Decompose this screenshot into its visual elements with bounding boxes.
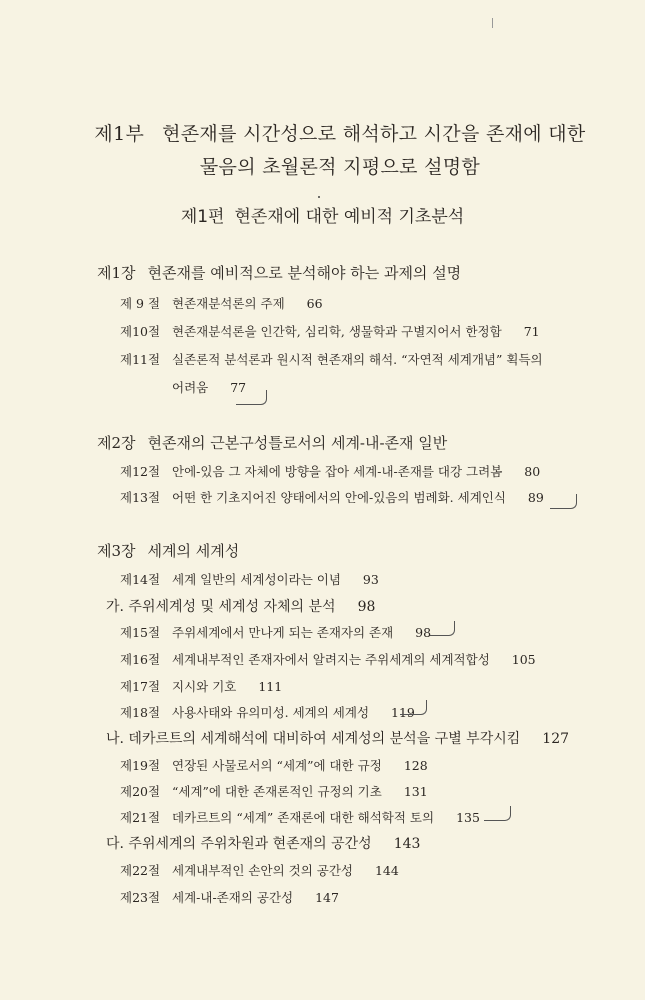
- entry-title: “세계”에 대한 존재론적인 규정의 기초: [172, 784, 382, 799]
- entry-number: 제 9 절: [120, 296, 161, 311]
- entry-title: 실존론적 분석론과 원시적 현존재의 해석. “자연적 세계개념” 획득의: [172, 352, 543, 367]
- toc-entry: [120, 888, 339, 906]
- entry-number: 제15절: [120, 625, 161, 640]
- part-label: 제1부: [94, 123, 145, 145]
- entry-number: 제13절: [120, 490, 161, 505]
- toc-entry: [120, 322, 540, 340]
- toc-entry: [120, 782, 428, 800]
- chapter-title: 현존재의 근본구성틀로서의 세계-내-존재 일반: [147, 434, 448, 452]
- entry-number: 제18절: [120, 705, 161, 720]
- subsection-page: 98: [357, 599, 376, 615]
- entry-page: 105: [511, 652, 536, 667]
- entry-title: 주위세계에서 만나게 되는 존재자의 존재: [172, 625, 394, 640]
- entry-title: 데카르트의 “세계” 존재론에 대한 해석학적 토의: [172, 810, 435, 825]
- entry-number: 제17절: [120, 679, 161, 694]
- chapter-title: 현존재를 예비적으로 분석해야 하는 과제의 설명: [147, 264, 462, 282]
- chapter-heading: [97, 540, 239, 561]
- pencil-mark: [430, 621, 455, 636]
- entry-title: 어떤 한 기초지어진 양태에서의 안에-있음의 범례화. 세계인식: [172, 490, 506, 505]
- entry-page: 119: [391, 705, 415, 720]
- chapter-title: 세계의 세계성: [147, 542, 240, 560]
- subsection-title: 나. 데카르트의 세계해석에 대비하여 세계성의 분석을 구별 부각시킴: [106, 731, 521, 747]
- chapter-label: 제1장: [97, 264, 136, 282]
- toc-entry: [120, 808, 480, 826]
- subsection-title: 다. 주위세계의 주위차원과 현존재의 공간성: [106, 836, 372, 852]
- entry-page: 66: [306, 296, 323, 311]
- entry-page: 98: [415, 625, 432, 640]
- subsection-heading: [106, 596, 375, 616]
- entry-title: 지시와 기호: [172, 679, 237, 694]
- entry-title: 연장된 사물로서의 “세계”에 대한 규정: [172, 758, 382, 773]
- entry-title: 사용사태와 유의미성. 세계의 세계성: [172, 705, 370, 720]
- toc-entry: [120, 350, 543, 368]
- entry-page: 131: [403, 784, 428, 799]
- entry-page: 71: [523, 324, 540, 339]
- section-label: 제1편: [180, 207, 225, 227]
- entry-page: 89: [527, 490, 544, 505]
- part-title-line1: 현존재를 시간성으로 해석하고 시간을 존재에 대한: [162, 123, 586, 145]
- entry-title: 세계 일반의 세계성이라는 이념: [172, 572, 341, 587]
- toc-entry: [120, 756, 428, 774]
- entry-number: 제19절: [120, 758, 161, 773]
- entry-page: 144: [374, 863, 399, 878]
- pencil-mark: [400, 700, 427, 715]
- toc-entry: [120, 623, 431, 641]
- page-speck: [492, 18, 493, 28]
- chapter-label: 제3장: [97, 542, 136, 560]
- pencil-mark: [236, 390, 267, 405]
- chapter-heading: [97, 262, 461, 283]
- entry-number: 제11절: [120, 352, 161, 367]
- toc-entry: [120, 462, 540, 480]
- entry-number: 제20절: [120, 784, 161, 799]
- entry-number: 제16절: [120, 652, 161, 667]
- toc-entry: [120, 703, 415, 721]
- entry-page: 77: [230, 380, 247, 395]
- toc-entry: [120, 570, 379, 588]
- chapter-label: 제2장: [97, 434, 136, 452]
- entry-title-cont: 어려움: [172, 380, 209, 395]
- entry-number: 제14절: [120, 572, 161, 587]
- entry-page: 111: [258, 679, 283, 694]
- section-title-text: 현존재에 대한 예비적 기초분석: [234, 207, 465, 227]
- section-title: [0, 202, 645, 227]
- toc-entry: [120, 488, 544, 506]
- entry-page: 128: [403, 758, 428, 773]
- subsection-title: 가. 주위세계성 및 세계성 자체의 분석: [106, 599, 336, 615]
- chapter-heading: [97, 432, 447, 453]
- toc-entry: [120, 650, 536, 668]
- entry-number: 제10절: [120, 324, 161, 339]
- entry-title: 세계내부적인 손안의 것의 공간성: [172, 863, 353, 878]
- entry-number: 제23절: [120, 890, 161, 905]
- entry-title: 세계-내-존재의 공간성: [172, 890, 294, 905]
- subsection-page: 127: [542, 731, 570, 747]
- page-speck: [318, 196, 320, 198]
- part-title: [80, 118, 600, 184]
- toc-entry: [120, 861, 399, 879]
- subsection-heading: [106, 728, 569, 748]
- toc-entry: [120, 294, 323, 312]
- entry-title: 안에-있음 그 자체에 방향을 잡아 세계-내-존재를 대강 그려봄: [172, 464, 503, 479]
- subsection-heading: [106, 833, 420, 853]
- entry-number: 제21절: [120, 810, 161, 825]
- pencil-mark: [550, 494, 577, 509]
- entry-number: 제12절: [120, 464, 161, 479]
- subsection-page: 143: [393, 836, 421, 852]
- entry-page: 135: [456, 810, 480, 825]
- entry-title: 현존재분석론의 주제: [172, 296, 285, 311]
- entry-page: 80: [524, 464, 541, 479]
- entry-title: 현존재분석론을 인간학, 심리학, 생물학과 구별지어서 한정함: [172, 324, 502, 339]
- entry-page: 147: [315, 890, 339, 905]
- pencil-mark: [484, 806, 511, 821]
- entry-number: 제22절: [120, 863, 161, 878]
- entry-title: 세계내부적인 존재자에서 알려지는 주위세계의 세계적합성: [172, 652, 490, 667]
- entry-page: 93: [362, 572, 379, 587]
- part-title-line2: 물음의 초월론적 지평으로 설명함: [199, 156, 481, 178]
- toc-entry: [120, 677, 282, 695]
